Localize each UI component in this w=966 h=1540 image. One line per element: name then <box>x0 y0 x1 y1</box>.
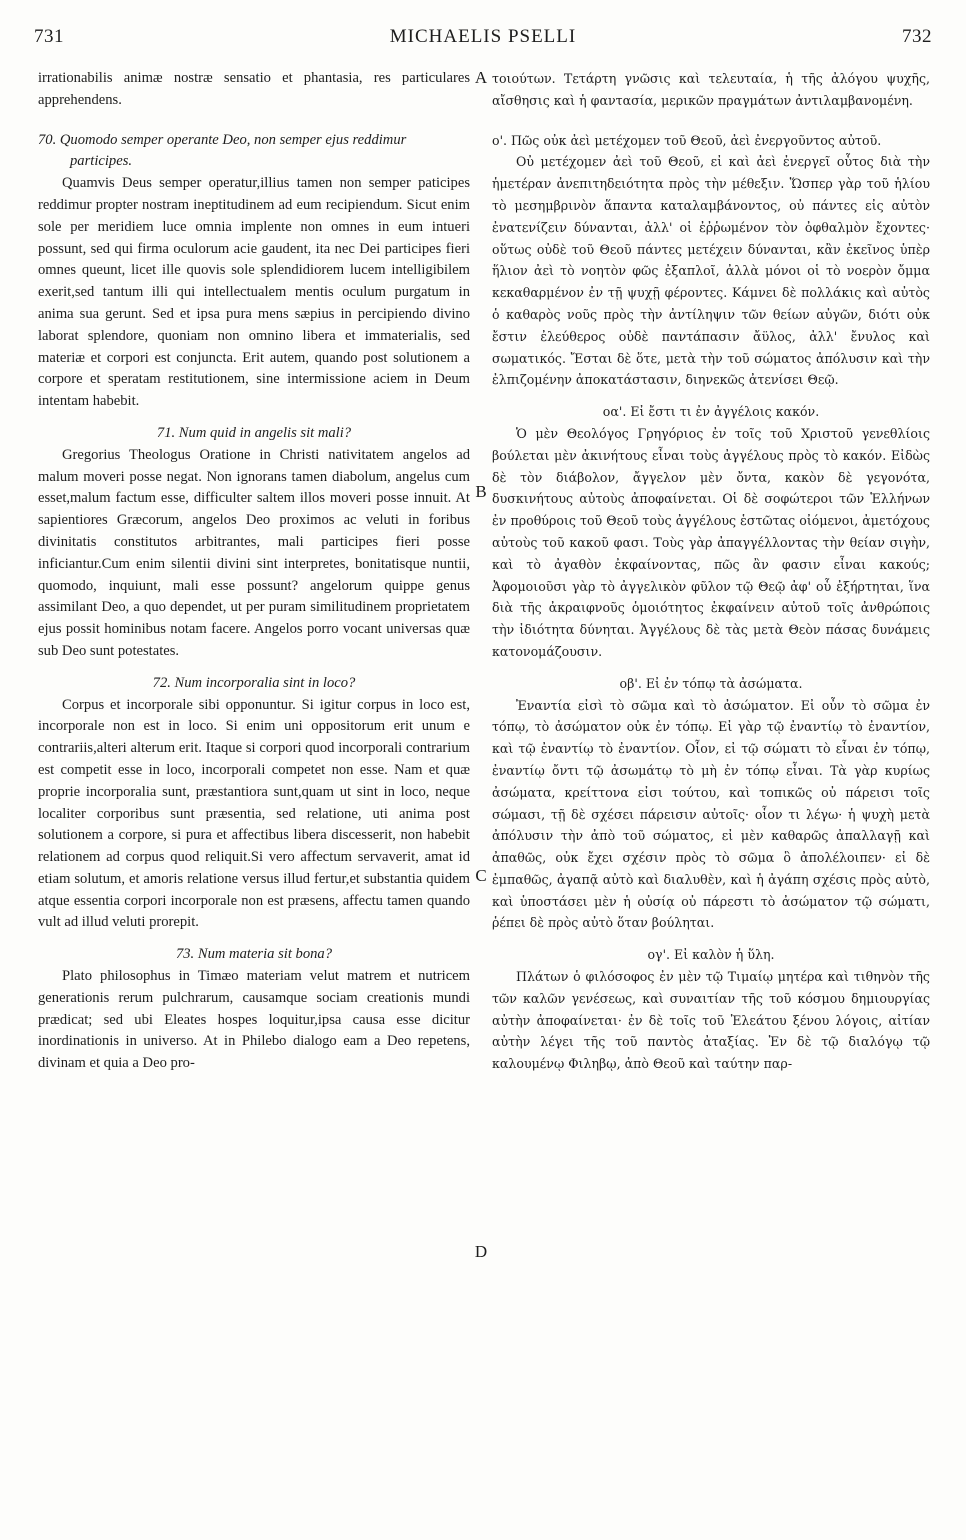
margin-marker-b: B <box>475 482 487 501</box>
page-number-right: 732 <box>902 26 932 47</box>
page-header <box>34 26 932 56</box>
running-title: MICHAELIS PSELLI <box>389 26 577 47</box>
margin-marker-a: A <box>474 68 488 87</box>
latin-body-70: Quamvis Deus semper operatur,illius tamen non semper paticipes reddimur propter nostram ineptitudinem ad eum recipiendum. Sicut enim sole per meridiem luce omnia implente non omnes in eum intueri possunt, sed qui firma oculorum acie gaudent, ita nec Dei participes fieri omnes queunt, licet ille quovis sole splendidiorem lucem intelligibilem exerit,sed tantum illi qui intellectualem mentis oculum purgatum in anima sua gerunt. Sed et ipsa pura mens sæpius in percipiendo divino laborat splendore, quoniam non omnino libera et immaterialis, sed materiæ et corpori est conjuncta. Erit autem, quando post solutionem a corpore et speratam restitutionem, sine intermissione aciem in Deum intentam habebit. <box>38 175 470 410</box>
latin-opening: irrationabilis animæ nostræ sensatio et phantasia, res particulares apprehendens. <box>38 70 470 108</box>
greek-heading-70: ο'. Πῶς οὐκ ἀεὶ μετέχομεν τοῦ Θεοῦ, ἀεὶ ἐνεργοῦντος αὐτοῦ. <box>492 132 882 148</box>
latin-heading-70: 70. Quomodo semper operante Deo, non semper ejus reddimur participes. <box>38 131 407 170</box>
latin-heading-71: 71. Num quid in angelis sit mali? <box>156 424 352 441</box>
margin-marker-c: C <box>475 866 487 885</box>
greek-body-71: Ὁ μὲν Θεολόγος Γρηγόριος ἐν τοῖς τοῦ Χριστοῦ γενεθλίοις βούλεται μὲν ἀκινήτους εἶναι τοὺς ἀγγέλους πρὸς τὸ κακόν. Εἰδὼς δὲ τὸν διάβολον, ἄγγελον μὲν ὄντα, κακὸν δὲ γεγονότα, δυσκινήτους αὐτοὺς ἀποφαίνεται. Οἱ δὲ σοφώτεροι τῶν Ἑλλήνων ἐν προθύροις τοῦ Θεοῦ τοὺς ἀγγέλους ἑστῶτας οἰόμενοι, ἀμετόχους αὐτοὺς τοῦ κακοῦ φασι. Τοὺς γὰρ ἀπαγγέλλοντας τὴν θείαν σιγὴν, καὶ τὸ ἀγαθὸν ἐκφαίνοντας, πῶς ἂν φασιν εἶναι κακούς; Ἀφομοιοῦσι γὰρ τὸ ἀγγελικὸν φῦλον τῷ Θεῷ ἀφ' οὗ ἐξήρτηται, ἵνα διὰ τῆς ἀκραιφνοῦς ὁμοιότητος ἐκφαίνειν αὐτοῦ τοῖς ἀνθρώποις τὴν ἰδιότητα δύνηται. Ἀγγέλους δὲ τὰς μετὰ Θεὸν πάσας δυνάμεις κατονομάζουσιν. <box>492 425 930 659</box>
latin-body-71: Gregorius Theologus Oratione in Christi nativitatem angelos ad malum moveri posse negat. Non ignorans tamen diabolum, angelus cum esset,malum factum esse, difficulter saltem illos moveri posse innuit. At sapientiores Græcorum, angelos Deo proximos ac veluti in foribus divinitatis constitutos arbitrantes, mali participes fieri posse inficiantur.Cum enim silentii divini sint interpretes, bonitatisque nuntii, quomodo, inquiunt, mali esse possunt? angelorum quippe genus assimilant Deo, a quo dependet, ut per puram similitudinem proprietatem ejus possit hominibus notam facere. Angelos porro vocant universas quæ sub Deo sunt potestates. <box>38 446 470 659</box>
greek-heading-72: οβ'. Εἰ ἐν τόπῳ τὰ ἀσώματα. <box>619 675 803 691</box>
greek-body-72: Ἐναντία εἰσὶ τὸ σῶμα καὶ τὸ ἀσώματον. Εἰ οὖν τὸ σῶμα ἐν τόπῳ, τὸ ἀσώματον οὐκ ἐν τόπῳ. Εἰ γὰρ τῷ ἐναντίῳ τὸ ἐναντίον, καὶ τῷ ἐναντίῳ τὸ ἐναντίον. Οἷον, εἰ τῷ σώματι τὸ εἶναι ἐν τόπῳ, ἐναντίῳ ὄντι τῷ ἀσωμάτῳ τὸ μὴ ἐν τόπῳ εἶναι. Τὰ γὰρ κυρίως ἀσώματα, κρείττονα εἰσι τούτου, καὶ τοπικῶς οὐ πάρεισι τοῖς σώμασι, τῇ δὲ σχέσει πάρεισιν αὐτοῖς· οἷον τι λέγω· ἡ ψυχὴ μετὰ ἀπόλυσιν τὴν ἀπὸ τοῦ σώματος, εἰ μὲν καθαρῶς ἀπαλλαγῇ καὶ ἀπαθῶς, οὐκ ἔχει σχέσιν πρὸς τὸ σῶμα ὃ ἀπολέλοιπεν· εἰ δὲ ἐμπαθῶς, ἀγαπᾷ αὐτὸ καὶ διαλυθὲν, καὶ ἡ ἀγάπη σχέσις πρὸς αὐτὸ, καὶ ὑποστάσει μὲν ἡ οὐσίᾳ οὐ πάρεστι τὸ ἀσώματον τῷ σώματι, ῥέπει δὲ πρὸς αὐτὸ ὅταν βούληται. <box>492 697 930 931</box>
latin-heading-73: 73. Num materia sit bona? <box>175 946 333 963</box>
greek-heading-73: ογ'. Εἰ καλὸν ἡ ὕλη. <box>647 947 775 963</box>
greek-opening: τοιούτων. Τετάρτη γνῶσις καὶ τελευταία, ἡ τῆς ἀλόγου ψυχῆς, αἴσθησις καὶ ἡ φαντασία, μερικῶν πραγμάτων ἀντιλαμβανομένη. <box>492 71 930 108</box>
greek-body-70: Οὐ μετέχομεν ἀεὶ τοῦ Θεοῦ, εἰ καὶ ἀεὶ ἐνεργεῖ οὗτος διὰ τὴν ἡμετέραν ἀνεπιτηδειότητα πρὸς τὴν μέθεξιν. Ὥσπερ γὰρ τοῦ ἡλίου τὸ μεσημβρινὸν ἅπαντα καταλαμβάνοντος, οὐ πάντες εἰς αὐτὸν ἐνατενίζειν δύνανται, ἀλλ' οἱ ἐῤῥωμένον τὸν ὀφθαλμὸν ἔχοντες· οὕτως οὐδὲ τοῦ Θεοῦ πάντες μετέχειν δύνανται, κἂν ἐκεῖνος ὑπὲρ ἥλιον ἀεὶ τὸ νοητὸν φῶς ἐξαπλοῖ, ἀλλὰ μόνοι οἱ τὸ νοερὸν ὄμμα κεκαθαρμένον ἐν τῇ ψυχῇ φέροντες. Κάμνει δὲ πολλάκις καὶ αὐτὸς ὁ καθαρὸς νοῦς πρὸς τὴν ἀντίληψιν τῶν θείων αὐγῶν, διότι οὐκ ἔστιν ἐλεύθερος οὐδὲ παντάπασιν ἄϋλος, ἀλλ' ἔνυλος καὶ σωματικός. Ἔσται δὲ ὅτε, μετὰ τὴν τοῦ σώματος ἀπόλυσιν καὶ τὴν ἐλπιζομένην ἀποκατάστασιν, διηνεκῶς ἀτενίσει Θεῷ. <box>492 154 930 388</box>
margin-marker-d: D <box>474 1242 488 1261</box>
greek-heading-71: οα'. Εἰ ἔστι τι ἐν ἀγγέλοις κακόν. <box>602 404 820 420</box>
page-number-left: 731 <box>34 26 64 47</box>
greek-body-73: Πλάτων ὁ φιλόσοφος ἐν μὲν τῷ Τιμαίῳ μητέρα καὶ τιθηνὸν τῆς τῶν καλῶν γενέσεως, καὶ συναιτίαν τῆς τοῦ κόσμου δημιουργίας αὐτὴν ἀποφαίνεται· ἐν δὲ τοῖς τοῦ Ἐλεάτου ξένου λόγοις, αἰτίαν αὐτὴν λέγει τῆς τοῦ παντὸς ἀταξίας. Ἐν δὲ τῷ διαλόγῳ τῷ καλουμένῳ Φιληβῳ, ἀπὸ Θεοῦ καὶ ταύτην παρ- <box>492 969 930 1072</box>
latin-column <box>38 68 470 1075</box>
latin-body-73: Plato philosophus in Timæo materiam velut matrem et nutricem generationis rerum pulchrarum, causamque sociam creationis mundi prædicat; sed ubi Eleates hospes loquitur,ipsa causa esse dicitur inordinationis in universo. At in Philebo dialogo eam a Deo repetens, divinam et quia a Deo pro- <box>38 968 470 1072</box>
greek-column <box>492 68 930 1075</box>
latin-heading-72: 72. Num incorporalia sint in loco? <box>152 674 356 691</box>
latin-body-72: Corpus et incorporale sibi opponuntur. Si igitur corpus in loco est, incorporale non est in loco. Si enim uni oppositorum erit unum e contrariis,alteri alterum erit. Itaque si corpori quod incorporali contrarium est competit esse in loco, incorporali competet non esse. Nam et quæ proprie incorporalia sunt, præstantiora sunt,quam ut sint in loco, neque localiter corporibus sunt præsentia, sed relatione, uti anima post solutionem a corpore, si pura et affectibus libera discesserit, non habebit relationem ad corpus quod reliquit.Si vero affectum servaverit, amat id etiam solutum, et amoris relatione versus illud fertur,et substantia quidem atque essentia corpori incorporale non est præsens, affectu tamen quando vult ad illud veluti prorepit. <box>38 696 470 931</box>
